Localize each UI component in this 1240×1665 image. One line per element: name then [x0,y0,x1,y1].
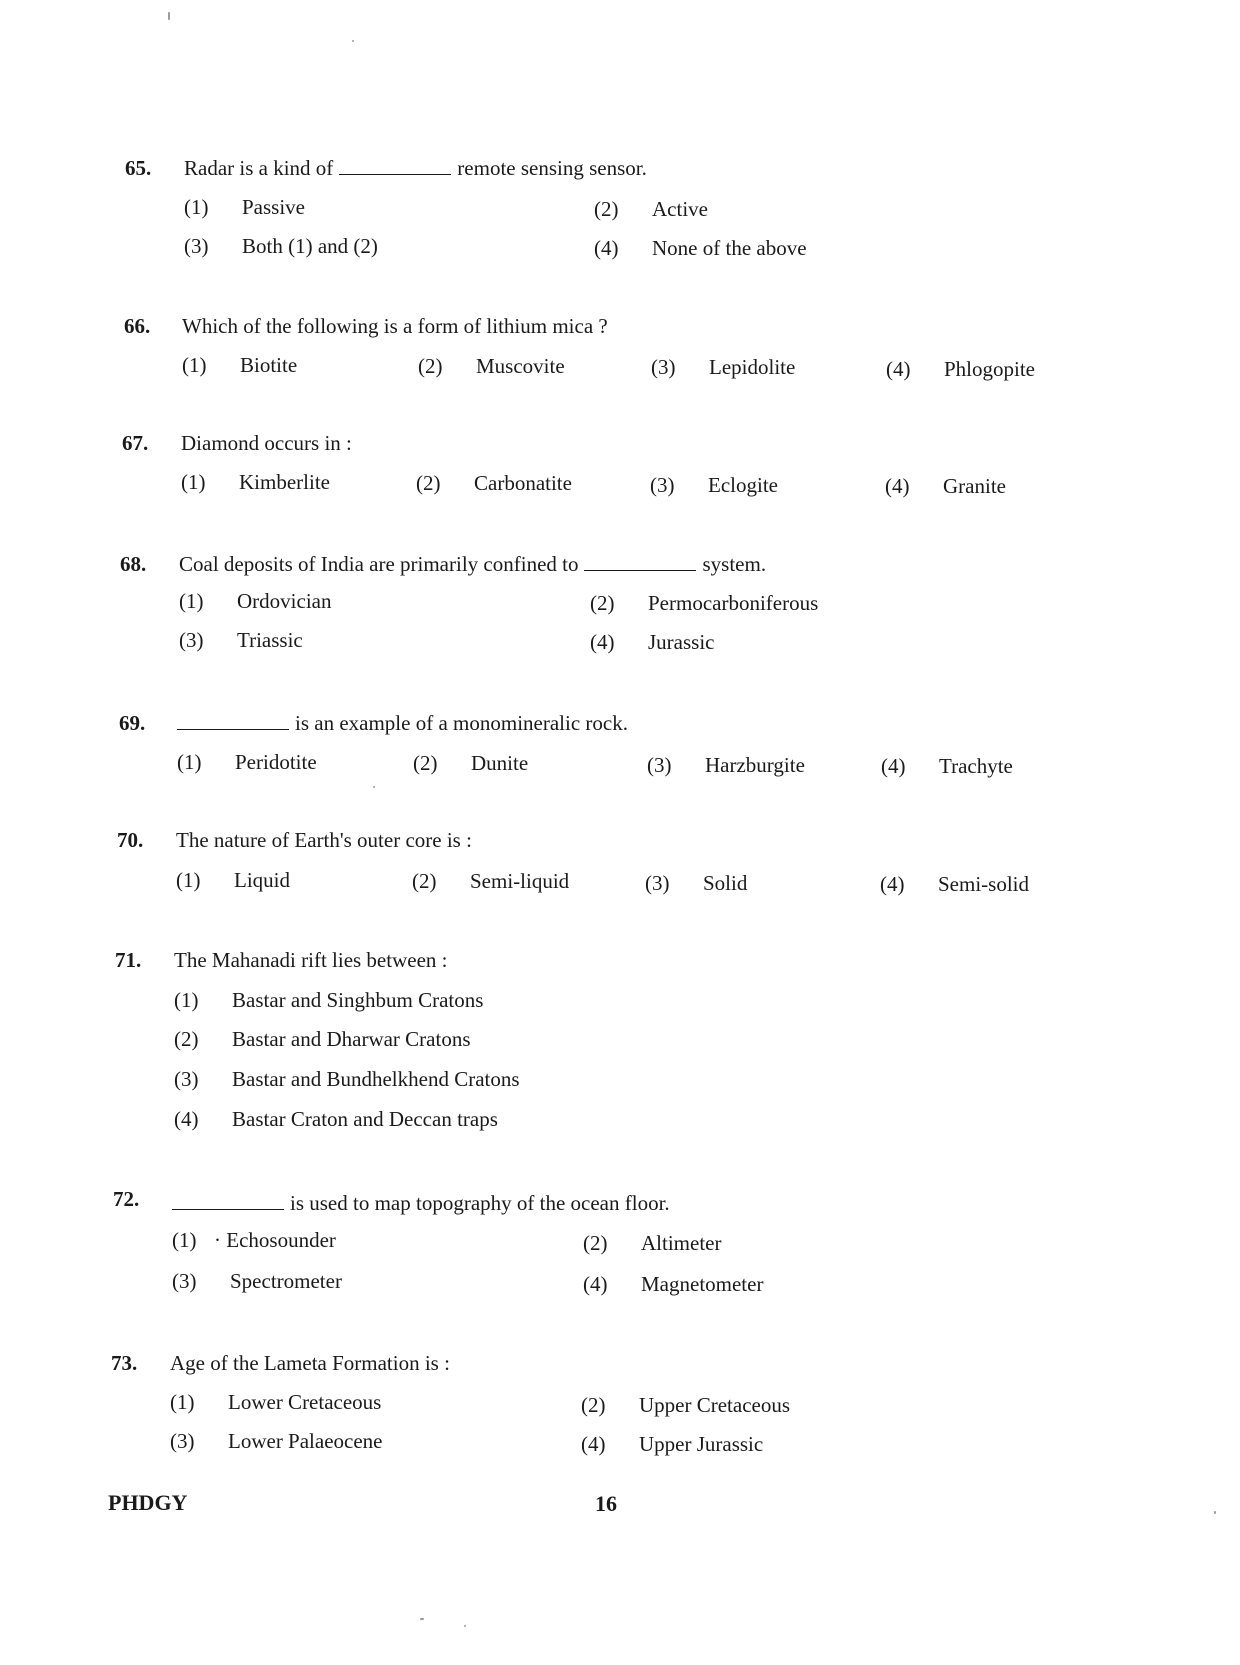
option-3: (3) Lower Palaeocene [170,1429,383,1453]
option-3: (3) Spectrometer [172,1269,342,1293]
question-number: 67. [122,431,149,455]
question-text: Radar is a kind of remote sensing sensor. [184,156,647,180]
scan-speck [420,1618,424,1620]
answer-blank [172,1193,284,1210]
option-4: (4) Granite [885,474,1006,498]
question-number: 72. [113,1187,140,1211]
question-number: 70. [117,828,144,852]
question-text: Coal deposits of India are primarily confined to system. [179,552,767,576]
answer-blank [339,158,451,175]
option-3: (3) Lepidolite [651,355,796,379]
option-4: (4) Jurassic [590,630,715,654]
option-4: (4) Phlogopite [886,357,1036,381]
option-4: (4) Trachyte [881,754,1013,778]
option-1: (1) Ordovician [179,589,332,613]
answer-blank [177,713,289,730]
question-number: 73. [111,1351,138,1375]
option-2: (2) Semi-liquid [412,869,570,893]
option-4: (4) Semi-solid [880,872,1030,896]
option-2: (2) Dunite [413,751,529,775]
option-2: (2) Muscovite [418,354,565,378]
option-2: (2) Carbonatite [416,471,572,495]
option-3: (3) Bastar and Bundhelkhend Cratons [174,1067,520,1091]
question-number: 68. [120,552,147,576]
option-4: (4) Magnetometer [583,1272,764,1296]
question-text: is an example of a monomineralic rock. [177,710,628,736]
question-text: The nature of Earth's outer core is : [176,828,472,852]
option-4: (4) None of the above [594,236,807,260]
option-1: (1) · Echosounder [172,1228,336,1252]
scan-speck [352,40,354,42]
scan-speck [168,12,170,20]
option-3: (3) Both (1) and (2) [184,234,378,258]
option-3: (3) Solid [645,871,748,895]
question-text: is used to map topography of the ocean floor. [172,1190,670,1216]
question-number: 66. [124,314,151,338]
paper-code: PHDGY [108,1490,188,1515]
answer-blank [584,554,696,571]
scan-speck [373,786,375,788]
question-text: Diamond occurs in : [181,431,352,455]
option-1: (1) Peridotite [177,750,317,774]
option-1: (1) Liquid [176,868,290,892]
question-number: 65. [125,156,152,180]
question-text: Which of the following is a form of lithium mica ? [182,314,608,338]
option-2: (2) Permocarboniferous [590,591,819,615]
question-text: The Mahanadi rift lies between : [174,948,448,972]
option-2: (2) Bastar and Dharwar Cratons [174,1027,471,1051]
question-number: 69. [119,711,146,735]
option-4: (4) Upper Jurassic [581,1432,764,1456]
option-4: (4) Bastar Craton and Deccan traps [174,1107,498,1131]
option-3: (3) Harzburgite [647,753,805,777]
option-1: (1) Lower Cretaceous [170,1390,382,1414]
option-3: (3) Triassic [179,628,303,652]
option-1: (1) Bastar and Singhbum Cratons [174,988,484,1012]
scan-speck [1214,1511,1216,1514]
option-2: (2) Altimeter [583,1231,722,1255]
question-text: Age of the Lameta Formation is : [170,1351,450,1375]
scan-speck [464,1625,466,1627]
option-1: (1) Passive [184,195,305,219]
option-3: (3) Eclogite [650,473,778,497]
page-number: 16 [595,1491,617,1516]
option-1: (1) Kimberlite [181,470,330,494]
option-1: (1) Biotite [182,353,298,377]
option-2: (2) Active [594,197,708,221]
question-number: 71. [115,948,142,972]
option-2: (2) Upper Cretaceous [581,1393,791,1417]
